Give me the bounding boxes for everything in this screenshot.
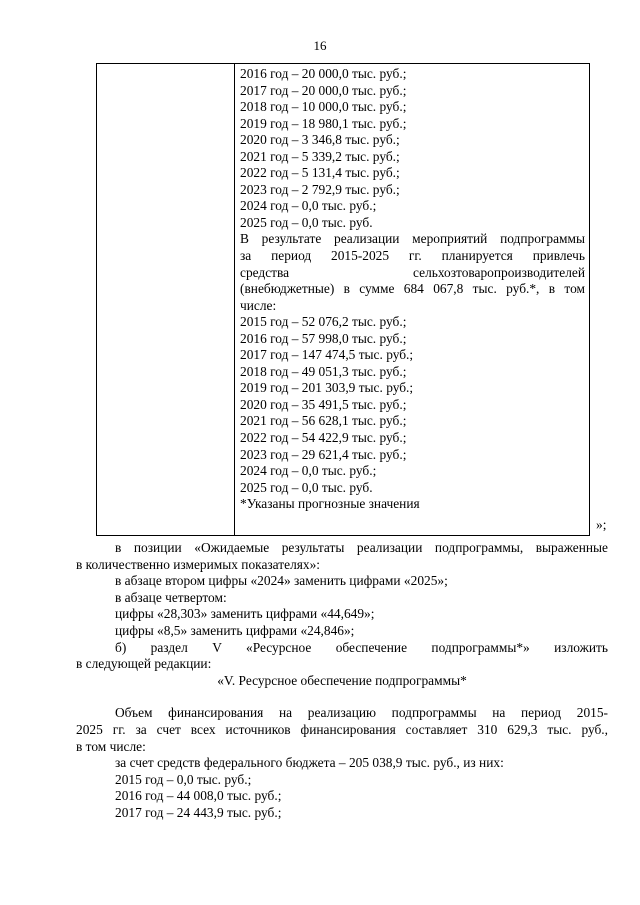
table-column-divider — [234, 64, 235, 535]
table-line: 2016 год – 20 000,0 тыс. руб.; — [240, 66, 407, 81]
body-line: в том числе: — [76, 738, 146, 754]
table-line: 2022 год – 5 131,4 тыс. руб.; — [240, 165, 400, 181]
table-line: 2016 год – 57 998,0 тыс. руб.; — [240, 330, 407, 346]
table-line: 2021 год – 5 339,2 тыс. руб.; — [240, 148, 400, 164]
table-paragraph-line: (внебюджетные) в сумме 684 067,8 тыс. руб.*, в том — [240, 281, 585, 297]
table-line: 2024 год – 0,0 тыс. руб.; — [240, 198, 377, 214]
body-line: 2016 год – 44 008,0 тыс. руб.; — [115, 788, 282, 804]
body-line: за счет средств федерального бюджета – 205 038,9 тыс. руб., из них: — [115, 755, 504, 771]
body-line: в количественно измеримых показателях»: — [76, 556, 321, 572]
body-line: цифры «8,5» заменить цифрами «24,846»; — [115, 622, 355, 638]
table-line: 2018 год – 10 000,0 тыс. руб.; — [240, 99, 407, 115]
resource-table — [96, 63, 590, 536]
body-line: в позиции «Ожидаемые результаты реализации подпрограммы, выраженные — [115, 540, 608, 555]
table-line: 2017 год – 147 474,5 тыс. руб.; — [240, 347, 414, 363]
page-number: 16 — [313, 38, 327, 53]
table-line: 2021 год – 56 628,1 тыс. руб.; — [240, 413, 407, 429]
table-paragraph-line: средства сельхозтоваропроизводителей — [240, 264, 585, 280]
table-line: 2019 год – 18 980,1 тыс. руб.; — [240, 115, 407, 131]
body-line: Объем финансирования на реализацию подпрограммы на период 2015- — [115, 705, 608, 721]
body-line: в абзаце втором цифры «2024» заменить цифрами «2025»; — [115, 573, 448, 589]
table-cell-content — [240, 66, 585, 513]
table-paragraph-line: В результате реализации мероприятий подпрограммы — [240, 231, 585, 247]
table-line: 2023 год – 2 792,9 тыс. руб.; — [240, 181, 400, 197]
table-paragraph-line: числе: — [240, 297, 277, 313]
table-closing-quote: »; — [596, 517, 607, 532]
body-line: в следующей редакции: — [76, 656, 212, 672]
table-line: 2015 год – 52 076,2 тыс. руб.; — [240, 314, 407, 330]
table-line: 2019 год – 201 303,9 тыс. руб.; — [240, 380, 414, 396]
table-line: 2025 год – 0,0 тыс. руб. — [240, 479, 373, 495]
body-text — [76, 540, 608, 822]
table-line: 2024 год – 0,0 тыс. руб.; — [240, 463, 377, 479]
body-line: 2025 гг. за счет всех источников финансирования составляет 310 629,3 тыс. руб., — [76, 721, 608, 737]
body-line: цифры «28,303» заменить цифрами «44,649»; — [115, 606, 375, 622]
table-paragraph-line: за период 2015-2025 гг. планируется привлечь — [240, 248, 585, 264]
body-line: б) раздел V «Ресурсное обеспечение подпрограммы*» изложить — [115, 639, 608, 655]
body-line: 2015 год – 0,0 тыс. руб.; — [115, 771, 252, 787]
table-line: 2018 год – 49 051,3 тыс. руб.; — [240, 363, 407, 379]
table-line: 2022 год – 54 422,9 тыс. руб.; — [240, 430, 407, 446]
table-line: 2017 год – 20 000,0 тыс. руб.; — [240, 82, 407, 98]
body-line: в абзаце четвертом: — [115, 589, 227, 605]
section-heading: «V. Ресурсное обеспечение подпрограммы* — [217, 672, 467, 688]
spacer — [76, 689, 608, 705]
table-line: 2025 год – 0,0 тыс. руб. — [240, 214, 373, 230]
table-line: 2020 год – 3 346,8 тыс. руб.; — [240, 132, 400, 148]
table-line: 2020 год – 35 491,5 тыс. руб.; — [240, 396, 407, 412]
table-line: 2023 год – 29 621,4 тыс. руб.; — [240, 446, 407, 462]
body-line: 2017 год – 24 443,9 тыс. руб.; — [115, 804, 282, 820]
table-footnote: *Указаны прогнозные значения — [240, 496, 420, 512]
